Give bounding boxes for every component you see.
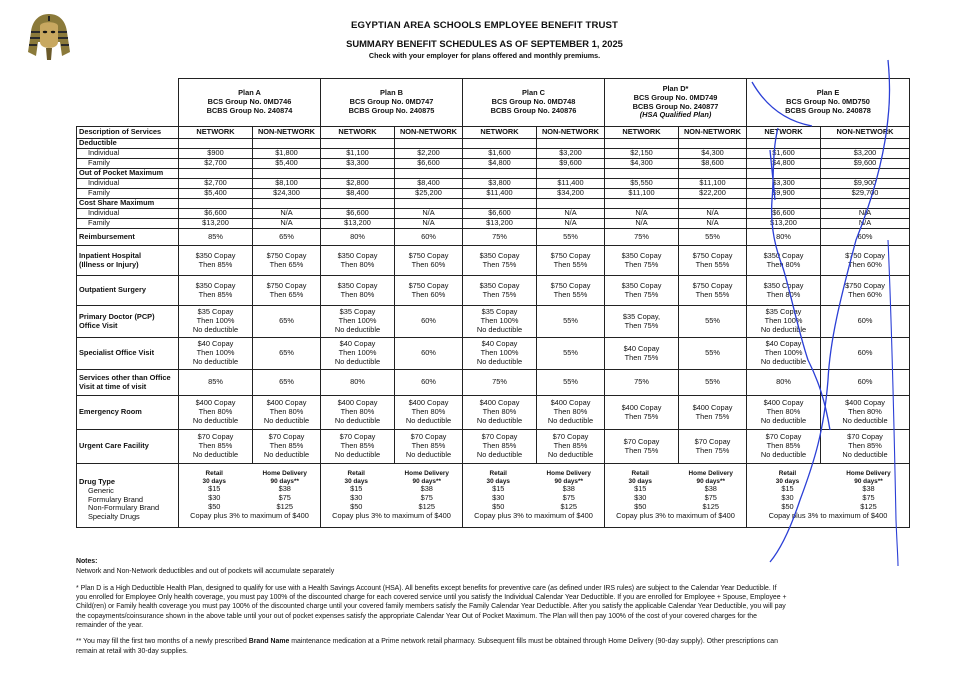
value-cell: 65%	[253, 229, 321, 246]
value-cell: N/A	[537, 209, 605, 219]
oop-individual-row	[77, 179, 910, 189]
value-cell: $29,700	[821, 189, 910, 199]
value-cell: $13,200	[463, 219, 537, 229]
value-cell: $70 Copay Then 85% No deductible	[463, 430, 537, 464]
value-cell: $9,600	[821, 159, 910, 169]
value-cell: $750 Copay Then 55%	[679, 246, 747, 276]
value-cell: $350 Copay Then 80%	[747, 276, 821, 306]
non-network-label: NON-NETWORK	[395, 127, 463, 139]
non-network-label: NON-NETWORK	[253, 127, 321, 139]
description-label: Description of Services	[77, 127, 179, 139]
value-cell: 55%	[537, 370, 605, 396]
empty-cell	[679, 139, 747, 149]
empty-cell	[321, 169, 395, 179]
value-cell: $11,100	[605, 189, 679, 199]
reimbursement-row	[77, 229, 910, 246]
emergency-row-label: Emergency Room	[77, 396, 179, 430]
empty-cell	[821, 169, 910, 179]
value-cell: 55%	[679, 338, 747, 370]
value-cell: $70 Copay Then 75%	[679, 430, 747, 464]
notes-heading: Notes:	[76, 558, 98, 565]
drug-plan-cell: Retail 30 days $15 $30 $50 Home Delivery 90 days** $38 $75 $125 Copay plus 3% to maximum of $400	[321, 464, 463, 528]
inpatient-row-label: Inpatient Hospital (Illness or Injury)	[77, 246, 179, 276]
empty-cell	[463, 199, 537, 209]
value-cell: $2,200	[395, 149, 463, 159]
value-cell: $400 Copay Then 80% No deductible	[253, 396, 321, 430]
value-cell: $70 Copay Then 85% No deductible	[179, 430, 253, 464]
deductible-family-row	[77, 159, 910, 169]
value-cell: $8,400	[395, 179, 463, 189]
value-cell: $5,400	[179, 189, 253, 199]
value-cell: $400 Copay Then 75%	[605, 396, 679, 430]
non-network-label: NON-NETWORK	[537, 127, 605, 139]
empty-cell	[179, 139, 253, 149]
value-cell: 55%	[679, 370, 747, 396]
value-cell: 85%	[179, 229, 253, 246]
value-cell: $1,100	[321, 149, 395, 159]
value-cell: 60%	[821, 306, 910, 338]
value-cell: $40 Copay Then 100% No deductible	[179, 338, 253, 370]
value-cell: 80%	[747, 229, 821, 246]
value-cell: $8,600	[679, 159, 747, 169]
value-cell: N/A	[253, 219, 321, 229]
value-cell: $70 Copay Then 85% No deductible	[537, 430, 605, 464]
value-cell: $4,800	[463, 159, 537, 169]
value-cell: $35 Copay, Then 75%	[605, 306, 679, 338]
value-cell: N/A	[395, 219, 463, 229]
deductible-family-row-label: Family	[77, 159, 179, 169]
plan-d-header: Plan D* BCS Group No. 0MD749 BCBS Group No. 240877 (HSA Qualified Plan)	[605, 79, 747, 127]
value-cell: $3,300	[747, 179, 821, 189]
value-cell: $5,400	[253, 159, 321, 169]
cost-share-individual-row-label: Individual	[77, 209, 179, 219]
value-cell: $1,800	[253, 149, 321, 159]
value-cell: $40 Copay Then 100% No deductible	[321, 338, 395, 370]
value-cell: $9,600	[537, 159, 605, 169]
value-cell: $2,700	[179, 159, 253, 169]
value-cell: 60%	[821, 338, 910, 370]
notes-section	[76, 557, 896, 656]
cost-share-family-row-label: Family	[77, 219, 179, 229]
oop-individual-row-label: Individual	[77, 179, 179, 189]
value-cell: $900	[179, 149, 253, 159]
empty-cell	[821, 199, 910, 209]
value-cell: N/A	[821, 209, 910, 219]
outpatient-row	[77, 276, 910, 306]
plan-e-header: Plan E BCS Group No. 0MD750 BCBS Group No. 240878	[747, 79, 910, 127]
value-cell: 55%	[537, 229, 605, 246]
empty-cell	[321, 139, 395, 149]
value-cell: $25,200	[395, 189, 463, 199]
oop-header-row-label: Out of Pocket Maximum	[77, 169, 179, 179]
value-cell: 60%	[821, 370, 910, 396]
schedule-body	[77, 79, 910, 528]
note-plan-d: * Plan D is a High Deductible Health Plan, designed to qualify for use with a Health Savings Account (HSA). All benefits except benefits for preventive care (as defined under IRS rules) are subject to the Calendar Year Deductible. If you enrolled for Employee Only health coverage, you must pay 100% of the discounted charge for each covered service until you satisfy the Individual Calendar Year Deductible. If you are enrolled for Employee + Spouse, Employee + Child(ren) or Family health coverage you must pay 100% of the discounted charge until your covered family members satisfy the Family Calendar Year Deductible. After you satisfy the applicable Calendar Year Deductible, you will pay the copayments/coinsurance shown in the above table until your out of pocket expenses satisfy the appropriate Calendar Year Out of Pocket Maximum. The Plan will then pay 100% of the cost of your covered charges for the remainder of the year.	[76, 584, 787, 629]
value-cell: $3,200	[537, 149, 605, 159]
value-cell: 75%	[605, 370, 679, 396]
empty-cell	[321, 199, 395, 209]
value-cell: $35 Copay Then 100% No deductible	[179, 306, 253, 338]
value-cell: N/A	[605, 209, 679, 219]
emergency-row	[77, 396, 910, 430]
note-accumulate: Network and Non-Network deductibles and out of pockets will accumulate separately	[76, 568, 335, 576]
value-cell: $750 Copay Then 60%	[821, 276, 910, 306]
value-cell: $11,400	[537, 179, 605, 189]
value-cell: 60%	[395, 229, 463, 246]
value-cell: $6,600	[463, 209, 537, 219]
value-cell: 65%	[253, 338, 321, 370]
pcp-row-label: Primary Doctor (PCP) Office Visit	[77, 306, 179, 338]
value-cell: $40 Copay Then 75%	[605, 338, 679, 370]
value-cell: $400 Copay Then 80% No deductible	[747, 396, 821, 430]
value-cell: 85%	[179, 370, 253, 396]
value-cell: $350 Copay Then 85%	[179, 246, 253, 276]
non-network-label: NON-NETWORK	[821, 127, 910, 139]
value-cell: $400 Copay Then 80% No deductible	[463, 396, 537, 430]
drug-plan-cell: Retail 30 days $15 $30 $50 Home Delivery 90 days** $38 $75 $125 Copay plus 3% to maximum of $400	[605, 464, 747, 528]
drug-row	[77, 464, 910, 528]
other-services-label: Services other than Office Visit at time of visit	[77, 370, 179, 396]
empty-cell	[395, 139, 463, 149]
value-cell: 80%	[747, 370, 821, 396]
empty-cell	[605, 169, 679, 179]
value-cell: $11,100	[679, 179, 747, 189]
value-cell: $35 Copay Then 100% No deductible	[321, 306, 395, 338]
value-cell: $35 Copay Then 100% No deductible	[747, 306, 821, 338]
value-cell: $400 Copay Then 75%	[679, 396, 747, 430]
value-cell: $6,600	[395, 159, 463, 169]
value-cell: 60%	[395, 306, 463, 338]
value-cell: $400 Copay Then 80% No deductible	[321, 396, 395, 430]
value-cell: $4,800	[747, 159, 821, 169]
network-label: NETWORK	[605, 127, 679, 139]
value-cell: $8,400	[321, 189, 395, 199]
empty-cell	[537, 169, 605, 179]
value-cell: 60%	[395, 338, 463, 370]
empty-cell	[253, 199, 321, 209]
empty-cell	[395, 169, 463, 179]
empty-cell	[537, 139, 605, 149]
value-cell: $750 Copay Then 60%	[395, 276, 463, 306]
plan-b-header: Plan B BCS Group No. 0MD747 BCBS Group No. 240875	[321, 79, 463, 127]
value-cell: $13,200	[321, 219, 395, 229]
value-cell: $350 Copay Then 85%	[179, 276, 253, 306]
column-label-row	[77, 127, 910, 139]
empty-cell	[463, 169, 537, 179]
empty-cell	[605, 199, 679, 209]
value-cell: $750 Copay Then 65%	[253, 276, 321, 306]
note-brand-name: ** You may fill the first two months of a newly prescribed Brand Name maintenance medication at a Prime network retail pharmacy. Subsequent fills must be obtained through Home Delivery (90-day supply). Other prescriptions can remain at retail with 30-day supplies.	[76, 638, 778, 655]
value-cell: 65%	[253, 306, 321, 338]
urgent-care-row-label: Urgent Care Facility	[77, 430, 179, 464]
empty-cell	[179, 169, 253, 179]
plan-c-header: Plan C BCS Group No. 0MD748 BCBS Group No. 240876	[463, 79, 605, 127]
value-cell: $6,600	[747, 209, 821, 219]
value-cell: $34,200	[537, 189, 605, 199]
value-cell: $400 Copay Then 80% No deductible	[537, 396, 605, 430]
value-cell: $1,600	[463, 149, 537, 159]
value-cell: $1,600	[747, 149, 821, 159]
value-cell: $400 Copay Then 80% No deductible	[395, 396, 463, 430]
value-cell: $2,700	[179, 179, 253, 189]
value-cell: $750 Copay Then 65%	[253, 246, 321, 276]
value-cell: $350 Copay Then 80%	[321, 276, 395, 306]
empty-cell	[395, 199, 463, 209]
drug-type-label: Drug Type Generic Formulary Brand Non-Formulary Brand Specialty Drugs	[77, 464, 179, 528]
value-cell: $6,600	[321, 209, 395, 219]
value-cell: 80%	[321, 229, 395, 246]
cost-share-header-row	[77, 199, 910, 209]
specialist-row-label: Specialist Office Visit	[77, 338, 179, 370]
value-cell: $70 Copay Then 85% No deductible	[821, 430, 910, 464]
other-services-row	[77, 370, 910, 396]
value-cell: $750 Copay Then 55%	[537, 276, 605, 306]
plan-a-header: Plan A BCS Group No. 0MD746 BCBS Group No. 240874	[179, 79, 321, 127]
drug-plan-cell: Retail 30 days $15 $30 $50 Home Delivery 90 days** $38 $75 $125 Copay plus 3% to maximum of $400	[463, 464, 605, 528]
value-cell: $11,400	[463, 189, 537, 199]
empty-cell	[747, 199, 821, 209]
value-cell: 75%	[463, 370, 537, 396]
value-cell: $350 Copay Then 80%	[747, 246, 821, 276]
trust-title: EGYPTIAN AREA SCHOOLS EMPLOYEE BENEFIT TRUST	[350, 20, 618, 31]
value-cell: $8,100	[253, 179, 321, 189]
value-cell: $4,300	[679, 149, 747, 159]
value-cell: $750 Copay Then 55%	[537, 246, 605, 276]
empty-cell	[747, 139, 821, 149]
value-cell: N/A	[253, 209, 321, 219]
non-network-label: NON-NETWORK	[679, 127, 747, 139]
value-cell: 60%	[821, 229, 910, 246]
value-cell: $2,150	[605, 149, 679, 159]
value-cell: $70 Copay Then 75%	[605, 430, 679, 464]
value-cell: $70 Copay Then 85% No deductible	[395, 430, 463, 464]
value-cell: N/A	[679, 209, 747, 219]
value-cell: $24,300	[253, 189, 321, 199]
value-cell: 55%	[679, 229, 747, 246]
value-cell: $400 Copay Then 80% No deductible	[821, 396, 910, 430]
empty-cell	[605, 139, 679, 149]
value-cell: $70 Copay Then 85% No deductible	[747, 430, 821, 464]
empty-cell	[821, 139, 910, 149]
value-cell: 55%	[537, 306, 605, 338]
value-cell: 60%	[395, 370, 463, 396]
outpatient-row-label: Outpatient Surgery	[77, 276, 179, 306]
value-cell: 55%	[537, 338, 605, 370]
urgent-care-row	[77, 430, 910, 464]
value-cell: N/A	[821, 219, 910, 229]
value-cell: $350 Copay Then 75%	[605, 246, 679, 276]
deductible-header-row-label: Deductible	[77, 139, 179, 149]
empty-cell	[179, 199, 253, 209]
cost-share-header-row-label: Cost Share Maximum	[77, 199, 179, 209]
empty-cell	[679, 169, 747, 179]
value-cell: $9,900	[821, 179, 910, 189]
specialist-row	[77, 338, 910, 370]
oop-family-row	[77, 189, 910, 199]
value-cell: 55%	[679, 306, 747, 338]
empty-cell	[253, 169, 321, 179]
oop-family-row-label: Family	[77, 189, 179, 199]
deductible-individual-row-label: Individual	[77, 149, 179, 159]
network-label: NETWORK	[747, 127, 821, 139]
value-cell: N/A	[679, 219, 747, 229]
empty-cell	[253, 139, 321, 149]
inpatient-row	[77, 246, 910, 276]
benefit-schedule-table	[76, 78, 910, 528]
value-cell: N/A	[395, 209, 463, 219]
value-cell: $350 Copay Then 75%	[463, 246, 537, 276]
value-cell: 65%	[253, 370, 321, 396]
empty-cell	[463, 139, 537, 149]
value-cell: $13,200	[747, 219, 821, 229]
value-cell: $5,550	[605, 179, 679, 189]
value-cell: $35 Copay Then 100% No deductible	[463, 306, 537, 338]
empty-cell	[747, 169, 821, 179]
value-cell: $70 Copay Then 85% No deductible	[253, 430, 321, 464]
drug-plan-cell: Retail 30 days $15 $30 $50 Home Delivery 90 days** $38 $75 $125 Copay plus 3% to maximum of $400	[747, 464, 910, 528]
network-label: NETWORK	[463, 127, 537, 139]
value-cell: $750 Copay Then 55%	[679, 276, 747, 306]
deductible-individual-row	[77, 149, 910, 159]
value-cell: 80%	[321, 370, 395, 396]
drug-plan-cell: Retail 30 days $15 $30 $50 Home Delivery 90 days** $38 $75 $125 Copay plus 3% to maximum of $400	[179, 464, 321, 528]
employer-note: Check with your employer for plans offered and monthly premiums.	[368, 51, 601, 60]
value-cell: $350 Copay Then 75%	[605, 276, 679, 306]
reimbursement-label: Reimbursement	[77, 229, 179, 246]
value-cell: $70 Copay Then 85% No deductible	[321, 430, 395, 464]
value-cell: N/A	[537, 219, 605, 229]
value-cell: $3,800	[463, 179, 537, 189]
schedule-subtitle: SUMMARY BENEFIT SCHEDULES AS OF SEPTEMBER 1, 2025	[346, 38, 623, 49]
cost-share-individual-row	[77, 209, 910, 219]
pcp-row	[77, 306, 910, 338]
plan-header-row	[77, 79, 910, 127]
value-cell: N/A	[605, 219, 679, 229]
value-cell: $750 Copay Then 60%	[821, 246, 910, 276]
document-header	[0, 20, 969, 60]
value-cell: 75%	[605, 229, 679, 246]
value-cell: $4,300	[605, 159, 679, 169]
value-cell: $350 Copay Then 80%	[321, 246, 395, 276]
oop-header-row	[77, 169, 910, 179]
cost-share-family-row	[77, 219, 910, 229]
value-cell: $6,600	[179, 209, 253, 219]
blank-corner	[77, 79, 179, 127]
value-cell: $9,900	[747, 189, 821, 199]
value-cell: 75%	[463, 229, 537, 246]
value-cell: $3,300	[321, 159, 395, 169]
deductible-header-row	[77, 139, 910, 149]
network-label: NETWORK	[321, 127, 395, 139]
value-cell: $40 Copay Then 100% No deductible	[463, 338, 537, 370]
value-cell: $400 Copay Then 80% No deductible	[179, 396, 253, 430]
empty-cell	[679, 199, 747, 209]
value-cell: $13,200	[179, 219, 253, 229]
value-cell: $350 Copay Then 75%	[463, 276, 537, 306]
empty-cell	[537, 199, 605, 209]
value-cell: $3,200	[821, 149, 910, 159]
value-cell: $22,200	[679, 189, 747, 199]
value-cell: $2,800	[321, 179, 395, 189]
network-label: NETWORK	[179, 127, 253, 139]
value-cell: $40 Copay Then 100% No deductible	[747, 338, 821, 370]
value-cell: $750 Copay Then 60%	[395, 246, 463, 276]
